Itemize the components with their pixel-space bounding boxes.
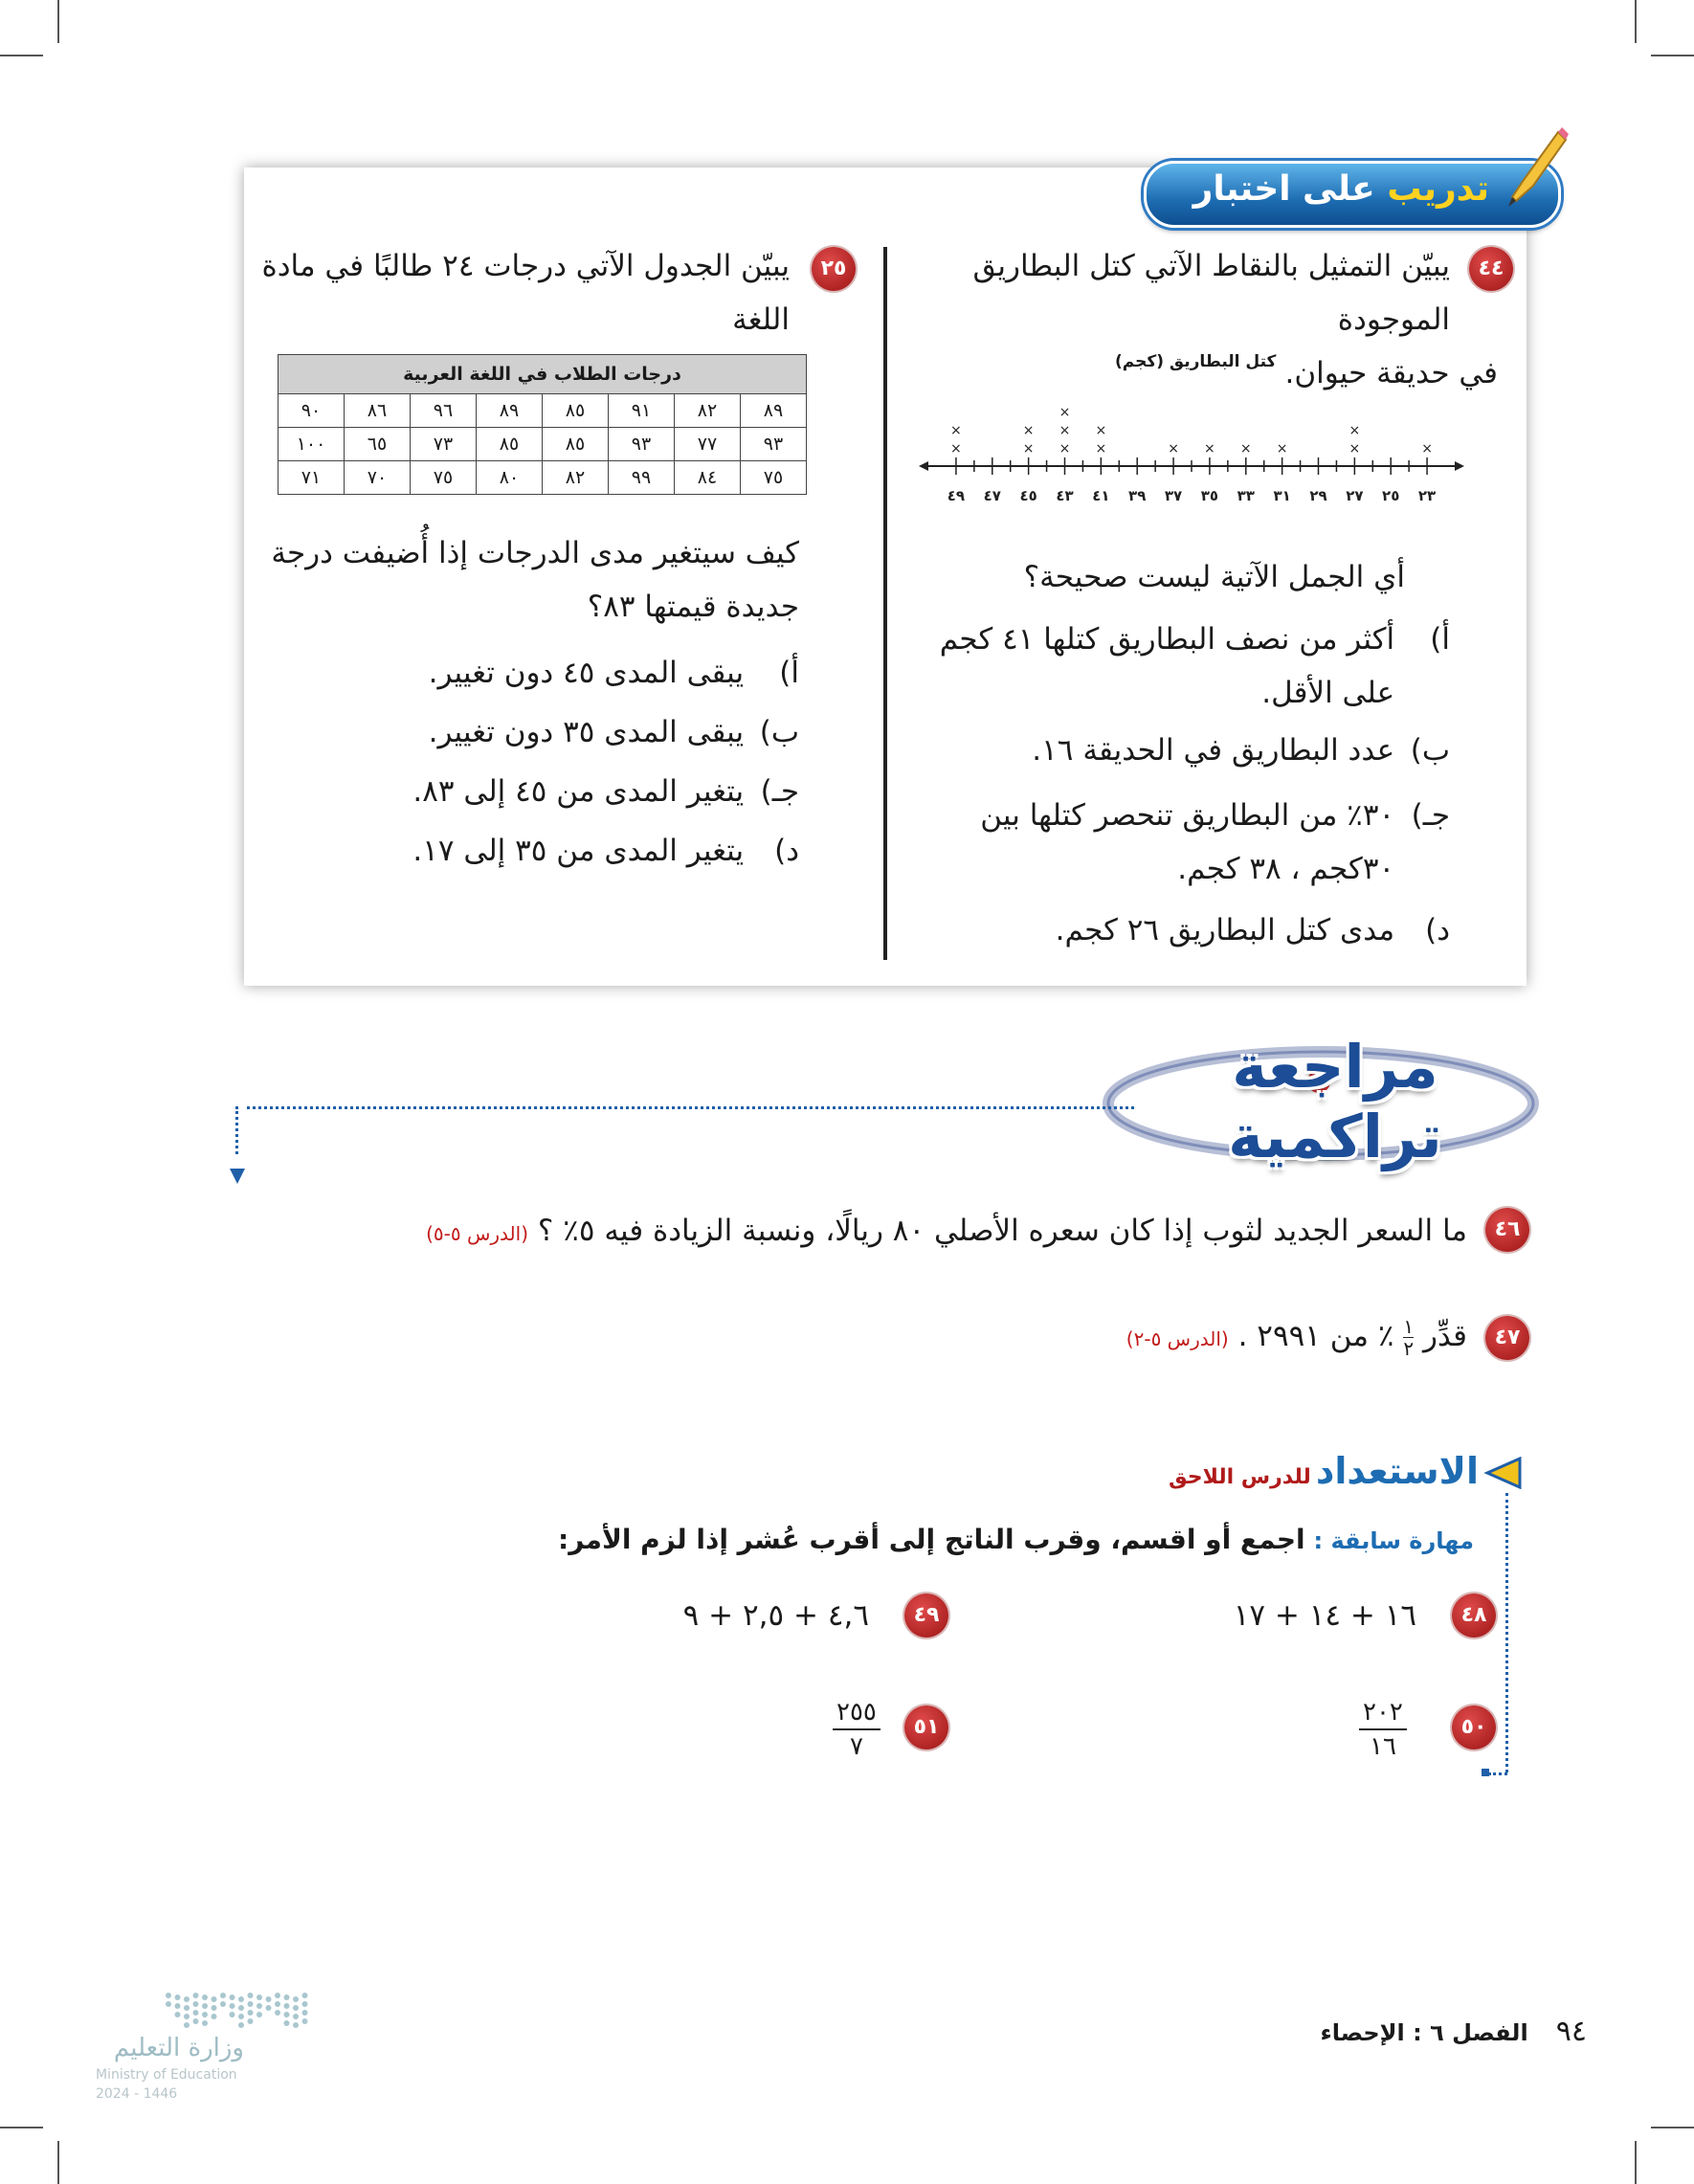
tick-label: ٣٩ [1128, 487, 1147, 504]
lesson-reference: (الدرس ٥-٥) [426, 1222, 528, 1245]
option-c-line1: ٣٠٪ من البطاريق تنحصر كتلها بين [980, 798, 1395, 833]
data-point-x: × [1059, 423, 1071, 438]
logo-dot [202, 2020, 208, 2026]
option-b-letter: ب) [1410, 733, 1450, 768]
logo-dot [175, 2003, 181, 2009]
table-cell: ٧٥ [741, 461, 807, 495]
option-a[interactable] [780, 613, 1450, 720]
fraction-denominator: ٧ [849, 1732, 863, 1761]
question-50-fraction [1359, 1696, 1407, 1763]
table-cell: ٧٠ [345, 461, 411, 495]
prep-subtitle: للدرس اللاحق [1168, 1465, 1311, 1489]
prep-border-dotted [1505, 1493, 1508, 1772]
data-point-x: × [1022, 441, 1035, 457]
ministry-logo [163, 1986, 316, 2034]
prep-corner-square [1482, 1769, 1489, 1776]
data-point-x: × [1204, 441, 1215, 457]
logo-dot [302, 2001, 308, 2007]
logo-dot [230, 1995, 235, 2000]
option-c-letter: جـ) [760, 774, 799, 809]
table-cell: ٩٣ [609, 428, 675, 461]
triangle-pointer-icon [1483, 1457, 1522, 1489]
data-point-x: × [1095, 441, 1107, 457]
tick-label: ٣١ [1273, 487, 1291, 504]
fraction-denominator: ١٦ [1369, 1732, 1396, 1761]
table-cell: ٨٩ [741, 394, 807, 428]
table-cell: ٧٧ [675, 428, 741, 461]
tick-label: ٤٧ [983, 487, 1001, 504]
tick-label: ٢٩ [1309, 487, 1327, 504]
logo-dot [202, 2012, 208, 2017]
option-d-letter: د) [774, 834, 799, 868]
data-point-x: × [950, 423, 962, 438]
logo-dot [275, 1993, 280, 1998]
option-b[interactable] [780, 724, 1450, 789]
data-point-x: × [1349, 423, 1361, 438]
tick-label: ٣٣ [1237, 487, 1255, 504]
logo-dot [293, 2014, 299, 2019]
option-d[interactable] [780, 903, 1450, 957]
logo-dot [184, 2005, 189, 2011]
data-point-x: × [1022, 423, 1035, 438]
logo-dot [293, 2005, 299, 2011]
data-point-x: × [1095, 423, 1107, 438]
option-a-letter: أ) [779, 656, 799, 690]
logo-dot [284, 2020, 290, 2026]
table-cell: ٨٢ [543, 461, 609, 495]
table-title: درجات الطلاب في اللغة العربية [279, 355, 807, 394]
ministry-name-en: Ministry of Education [96, 2067, 237, 2083]
logo-dot [302, 1993, 308, 1998]
table-cell: ٦٥ [345, 428, 411, 461]
question-number-badge: ٥١ [904, 1705, 948, 1749]
logo-dot [184, 2014, 189, 2019]
logo-dot [220, 1993, 226, 1998]
data-point-x: × [1276, 441, 1288, 457]
logo-dot [275, 2010, 280, 2016]
axis-arrow-left [919, 461, 928, 471]
logo-dot [193, 2010, 199, 2016]
table-cell: ٩٩ [609, 461, 675, 495]
question-number-badge: ٤٩ [904, 1593, 948, 1638]
option-a-line2: على الأقل. [1261, 676, 1395, 710]
crop-mark [0, 2127, 43, 2128]
option-c-line2: ٣٠كجم ، ٣٨ كجم. [1177, 852, 1395, 886]
question-44-prompt-text: أي الجمل الآتية ليست صحيحة؟ [1023, 560, 1405, 594]
lesson-reference: (الدرس ٥-٢) [1126, 1327, 1229, 1350]
logo-dot [238, 1996, 244, 2002]
option-a-text: يبقى المدى ٤٥ دون تغيير. [428, 656, 745, 690]
question-47-text-a: قدِّر [1422, 1319, 1467, 1353]
logo-dot [212, 2005, 217, 2011]
logo-dot [202, 2003, 208, 2009]
tick-label: ٤١ [1092, 487, 1110, 504]
option-b-letter: ب) [759, 715, 799, 749]
crop-mark [57, 0, 59, 43]
logo-dot [184, 1996, 189, 2002]
logo-dot [202, 1995, 208, 2000]
table-cell: ٨٩ [477, 394, 543, 428]
table-cell: ٨٦ [345, 394, 411, 428]
table-row [279, 394, 807, 428]
logo-dot [248, 2010, 254, 2016]
logo-dot [248, 2018, 254, 2024]
logo-dot [248, 1993, 254, 1998]
table-cell: ٨٥ [543, 394, 609, 428]
option-d-text: مدى كتل البطاريق ٢٦ كجم. [1055, 913, 1395, 947]
question-44-options [780, 613, 1450, 957]
logo-dot [175, 2012, 181, 2017]
crop-mark [1635, 2141, 1637, 2184]
skill-text: اجمع أو اقسم، وقرب الناتج إلى أقرب عُشر إذا لزم الأمر: [558, 1524, 1305, 1555]
review-title: مراجعة تراكمية [1228, 1032, 1442, 1171]
table-cell: ٨٤ [675, 461, 741, 495]
prep-heading [1169, 1450, 1479, 1492]
review-divider-dotted-vertical [235, 1106, 238, 1154]
logo-dot [212, 2014, 217, 2019]
logo-dot [248, 2001, 254, 2007]
page-number: ٩٤ [1555, 2015, 1587, 2048]
question-44-stem-line1: يبيّن التمثيل بالنقاط الآتي كتل البطاريق الموجودة [972, 249, 1450, 337]
tick-label: ٢٥ [1382, 487, 1400, 504]
table-cell: ٧٣ [411, 428, 477, 461]
arrow-down-icon [229, 1168, 246, 1185]
scores-table-grid [278, 354, 807, 495]
data-point-x: × [1349, 441, 1361, 457]
option-a-line1: أكثر من نصف البطاريق كتلها ٤١ كجم [939, 622, 1395, 657]
logo-dot [275, 2001, 280, 2007]
logo-dot [293, 1996, 299, 2002]
fraction-numerator: ١ [1403, 1315, 1415, 1338]
logo-dot [266, 2005, 272, 2011]
question-number-badge: ٤٦ [1485, 1208, 1529, 1252]
logo-dot [193, 2018, 199, 2024]
fraction-numerator: ٢٥٥ [833, 1696, 880, 1730]
crop-mark [57, 2141, 59, 2184]
tick-label: ٣٥ [1200, 487, 1219, 504]
logo-dot [302, 2018, 308, 2024]
logo-dot [284, 1995, 290, 2000]
option-c-letter: جـ) [1411, 798, 1450, 833]
table-cell: ٧١ [279, 461, 345, 495]
question-number-badge: ٤٤ [1469, 247, 1513, 291]
data-point-x: × [1059, 405, 1071, 420]
tick-label: ٤٥ [1019, 487, 1037, 504]
table-cell: ٨٥ [477, 428, 543, 461]
banner-title [1193, 169, 1489, 209]
question-45-prompt-line2: جديدة قيمتها ٨٣؟ [587, 590, 799, 624]
test-practice-banner [1144, 161, 1561, 228]
question-51-fraction [833, 1696, 880, 1763]
question-number-badge: ٥٠ [1452, 1705, 1496, 1749]
edition-year: 2024 - 1446 [96, 2086, 178, 2102]
logo-dot [238, 2014, 244, 2019]
logo-dot [293, 2022, 299, 2028]
tick-label: ٤٣ [1056, 487, 1074, 504]
fraction-numerator: ٢٠٢ [1359, 1696, 1407, 1730]
logo-dot [184, 2022, 189, 2028]
question-44-prompt [1024, 550, 1405, 604]
option-c[interactable] [780, 789, 1450, 903]
logo-dot [175, 1995, 181, 2000]
crop-mark [1635, 0, 1637, 43]
review-divider-dotted [247, 1106, 1134, 1109]
pencil-icon [1503, 123, 1570, 209]
tick-label: ٢٧ [1346, 487, 1364, 504]
skill-label: مهارة سابقة : [1313, 1527, 1474, 1554]
prep-border-dotted-bottom [1488, 1772, 1507, 1775]
question-46-text: ما السعر الجديد لثوب إذا كان سعره الأصلي ٨٠ ريالًا، ونسبة الزيادة فيه ٥٪ ؟ [537, 1214, 1467, 1248]
penguin-mass-dot-plot [919, 378, 1464, 512]
tick-label: ٢٣ [1417, 487, 1437, 504]
question-45-stem-line1: يبيّن الجدول الآتي درجات ٢٤ طالبًا في مادة اللغة [261, 249, 790, 337]
logo-dot [230, 2003, 235, 2009]
crop-mark [1651, 55, 1694, 56]
logo-dot [284, 2003, 290, 2009]
question-47-text-b: ٪ من ٢٩٩١ . [1237, 1319, 1394, 1353]
option-b-text: عدد البطاريق في الحديقة ١٦. [1032, 733, 1395, 768]
chapter-title: الفصل ٦ : الإحصاء [1320, 2019, 1528, 2046]
prep-title: الاستعداد [1315, 1450, 1479, 1492]
banner-title-part1: تدريب [1387, 169, 1489, 209]
ministry-name-ar: وزارة التعليم [113, 2034, 244, 2062]
question-number-badge: ٤٨ [1452, 1593, 1496, 1638]
logo-dot [212, 1996, 217, 2002]
logo-dot [230, 2012, 235, 2017]
crop-mark [1651, 2127, 1694, 2128]
data-point-x: × [1168, 441, 1179, 457]
option-b[interactable] [263, 705, 799, 765]
fraction-one-half [1403, 1316, 1414, 1359]
question-46 [426, 1204, 1467, 1260]
chart-title: كتل البطاريق (كجم) [1115, 352, 1277, 371]
option-d-text: يتغير المدى من ٣٥ إلى ١٧. [412, 834, 745, 868]
question-number-badge: ٤٧ [1485, 1316, 1529, 1360]
option-d-letter: د) [1425, 913, 1450, 947]
table-row [279, 428, 807, 461]
prep-skill [558, 1524, 1474, 1555]
question-47 [1126, 1309, 1467, 1366]
scores-table [278, 354, 807, 495]
table-cell: ٧٥ [411, 461, 477, 495]
crop-mark [0, 55, 43, 56]
data-point-x: × [1059, 441, 1071, 457]
logo-dot [302, 2010, 308, 2016]
data-point-x: × [1421, 441, 1433, 457]
option-d[interactable] [263, 824, 799, 878]
option-b-text: يبقى المدى ٣٥ دون تغيير. [428, 715, 745, 749]
option-c[interactable] [263, 765, 799, 824]
table-cell: ٨٥ [543, 428, 609, 461]
axis-arrow-right [1455, 461, 1464, 471]
question-45-options [263, 646, 799, 878]
logo-dot [166, 1993, 171, 1998]
question-number-badge: ٢٥ [812, 247, 856, 291]
logo-dot [256, 2003, 262, 2009]
page-footer [1320, 2015, 1587, 2048]
table-cell: ٩٣ [741, 428, 807, 461]
logo-dot [256, 2012, 262, 2017]
data-point-x: × [950, 441, 962, 457]
banner-title-part2: على اختبار [1192, 169, 1375, 209]
fraction-denominator: ٢ [1403, 1337, 1415, 1360]
logo-dot [193, 1993, 199, 1998]
table-cell: ٨٢ [675, 394, 741, 428]
data-point-x: × [1239, 441, 1252, 457]
option-a-letter: أ) [1430, 622, 1450, 657]
logo-dot [166, 2001, 171, 2007]
table-cell: ٩٦ [411, 394, 477, 428]
question-48-expression: ١٦ + ١٤ + ١٧ [1233, 1598, 1416, 1633]
logo-dot [266, 1996, 272, 2002]
table-cell: ١٠٠ [279, 428, 345, 461]
question-45-prompt [263, 526, 799, 634]
option-a[interactable] [263, 646, 799, 705]
question-45-prompt-line1: كيف سيتغير مدى الدرجات إذا أُضيفت درجة [271, 536, 799, 570]
table-cell: ٩٠ [279, 394, 345, 428]
logo-dot [238, 2005, 244, 2011]
logo-dot [220, 2001, 226, 2007]
logo-dot [284, 2012, 290, 2017]
column-divider [883, 247, 887, 960]
table-row [279, 461, 807, 495]
question-49-expression: ٤,٦ + ٢,٥ + ٩ [682, 1598, 869, 1633]
question-44-stem-line2: في حديقة حيوان. [1284, 356, 1498, 390]
logo-dot [193, 2001, 199, 2007]
option-c-text: يتغير المدى من ٤٥ إلى ٨٣. [412, 774, 745, 809]
logo-dot [238, 2022, 244, 2028]
table-cell: ٨٠ [477, 461, 543, 495]
tick-label: ٤٩ [947, 487, 966, 504]
tick-label: ٣٧ [1164, 487, 1183, 504]
table-cell: ٩١ [609, 394, 675, 428]
logo-dot [256, 1995, 262, 2000]
